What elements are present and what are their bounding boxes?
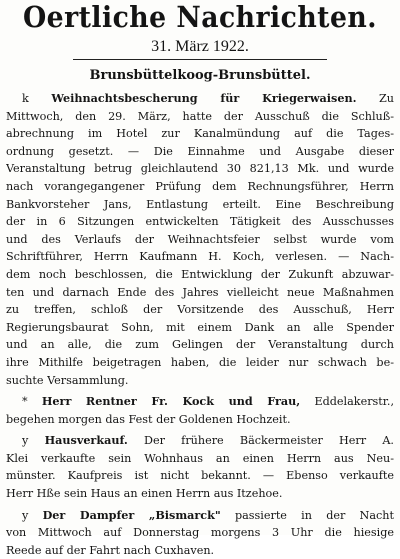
text-line: ordnung gesetzt. — Die Einnahme und Ausgabe dieser <box>6 144 394 158</box>
article-title: Weihnachtsbescherung für Kriegerwaisen. <box>51 91 357 105</box>
paragraph-marker: k <box>22 92 29 105</box>
article-dampfer-bismarck <box>6 507 394 559</box>
article-hausverkauf <box>6 432 394 502</box>
text-line: Veranstaltung betrug gleichlautend 30 821,13 Mk. und wurde <box>6 162 394 176</box>
issue-date: 31. März 1922. <box>151 38 249 55</box>
section-heading: Brunsbüttelkoog-Brunsbüttel. <box>89 68 311 83</box>
text-line: und an alle, die zum Gelingen der Veranstaltung durch <box>6 338 394 352</box>
text-line <box>6 507 394 525</box>
article-column <box>6 90 394 559</box>
text-line: abrechnung im Hotel zur Kanalmündung auf die Tages- <box>6 127 394 141</box>
paragraph-marker: y <box>22 508 29 522</box>
text-line: zu treffen, schloß der Vorsitzende des Ausschuß, Herr <box>6 303 394 317</box>
text-line <box>6 90 394 108</box>
text-line: von Mittwoch auf Donnerstag morgens 3 Uhr die hiesige <box>6 526 394 540</box>
article-title: Herr Rentner Fr. Kock und Frau, <box>41 394 301 409</box>
text-line: Regierungsbaurat Sohn, mit einem Dank an alle Spender <box>6 320 394 334</box>
text-line: münster. Kaufpreis ist nicht bekannt. — Ebenso verkaufte <box>6 469 394 483</box>
article-title: Hausverkauf. <box>44 433 128 448</box>
paragraph-marker: y <box>22 434 29 448</box>
paragraph-marker: * <box>22 395 28 409</box>
text-line: Herr Hße sein Haus an einen Herrn aus Itzehoe. <box>6 487 283 501</box>
text-fragment: Eddelakerstr., <box>314 395 394 409</box>
text-line <box>6 393 394 411</box>
text-line: ten und darnach Ende des Jahres vielleicht neue Maßnahmen <box>6 285 394 299</box>
text-line: der in 6 Sitzungen entwickelten Tätigkeit des Ausschusses <box>6 215 394 229</box>
text-line: Schriftführer, Herrn Kaufmann H. Koch, verlesen. — Nach- <box>6 250 394 264</box>
text-fragment: passierte in der Nacht <box>234 508 394 522</box>
text-fragment: Der frühere Bäckermeister Herr A. <box>144 434 394 448</box>
text-line: Klei verkaufte sein Wohnhaus an einen Herrn aus Neu- <box>6 451 394 465</box>
header-divider <box>73 59 327 60</box>
text-line: Bankvorsteher Jans, Entlastung erteilt. Eine Beschreibung <box>6 197 394 211</box>
text-fragment: Zu <box>379 92 394 105</box>
text-line: suchte Versammlung. <box>6 373 129 387</box>
text-line: Mittwoch, den 29. März, hatte der Ausschuß die Schluß- <box>6 109 394 123</box>
article-goldene-hochzeit <box>6 393 394 428</box>
text-line: dem noch beschlossen, die Entwicklung der Zukunft abzuwar- <box>6 267 394 281</box>
masthead <box>0 0 400 56</box>
article-title: Der Dampfer „Bismarck" <box>42 507 221 522</box>
text-line: begehen morgen das Fest der Goldenen Hochzeit. <box>6 412 291 426</box>
page-title: Oertliche Nachrichten. <box>22 0 378 34</box>
text-line: und des Verlaufs der Weihnachtsfeier selbst wurde vom <box>6 232 394 246</box>
text-line: Reede auf der Fahrt nach Cuxhaven. <box>6 543 215 557</box>
text-line: nach vorangegangener Prüfung dem Rechnungsführer, Herrn <box>6 179 394 193</box>
article-weihnachtsbescherung <box>6 90 394 389</box>
text-line <box>6 432 394 450</box>
text-line: ihre Mithilfe beigetragen haben, die leider nur schwach be- <box>6 355 394 369</box>
